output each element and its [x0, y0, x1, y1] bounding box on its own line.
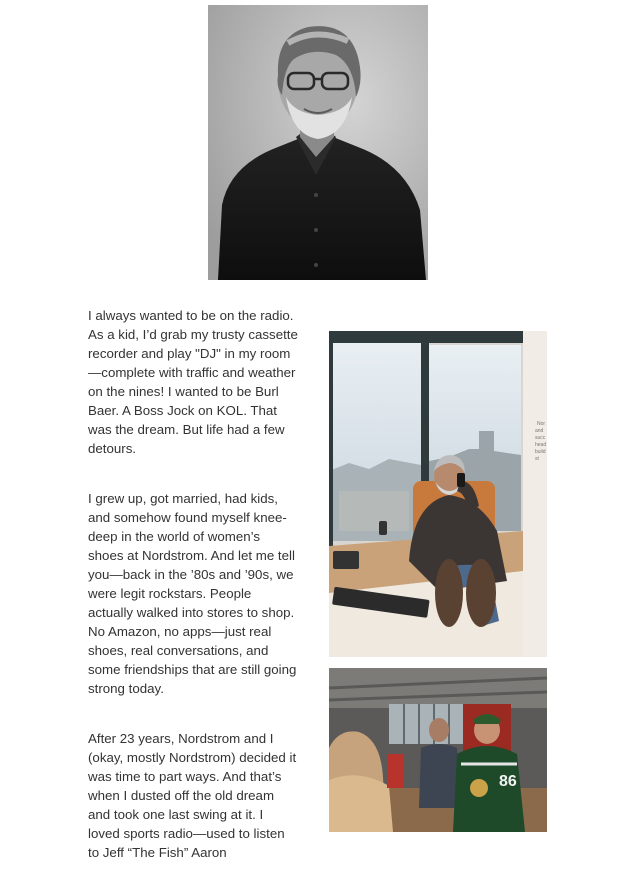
sign-line-1: Nor	[537, 421, 546, 427]
office-photo	[329, 331, 547, 657]
article-body	[88, 306, 298, 893]
sign-line-6: st	[535, 456, 539, 462]
article-paragraph-3: After 23 years, Nordstrom and I (okay, mostly Nordstrom) decided it was time to part ways. And that’s when I dusted off the old dream and took one last swing at it. I loved sports radio—used to listen to Jeff “The Fish” Aaron	[88, 731, 297, 860]
event-photo	[329, 668, 547, 832]
article-paragraph-1: I always wanted to be on the radio. As a kid, I’d grab my trusty cassette recorder and play "DJ" in my room—complete with traffic and weather on the nines! I wanted to be Burl Baer. A Boss Jock on KOL. That was the dream. But life had a few detours.	[88, 308, 298, 456]
sign-line-3: succ	[535, 435, 546, 441]
article-paragraph-2: I grew up, got married, had kids, and somehow found myself knee-deep in the world of women’s shoes at Nordstrom. And let me tell you—back in the ’80s and ’90s, we were legit rockstars. People actually walked into stores to shop. No Amazon, no apps—just real shoes, real conversations, and some friendships that are still going strong today.	[88, 491, 297, 696]
sign-line-5: build	[535, 449, 546, 455]
sign-line-2: and	[535, 428, 544, 434]
portrait-photo	[208, 5, 428, 280]
sign-line-4: head	[535, 442, 547, 448]
jersey-number: 86	[499, 773, 517, 790]
